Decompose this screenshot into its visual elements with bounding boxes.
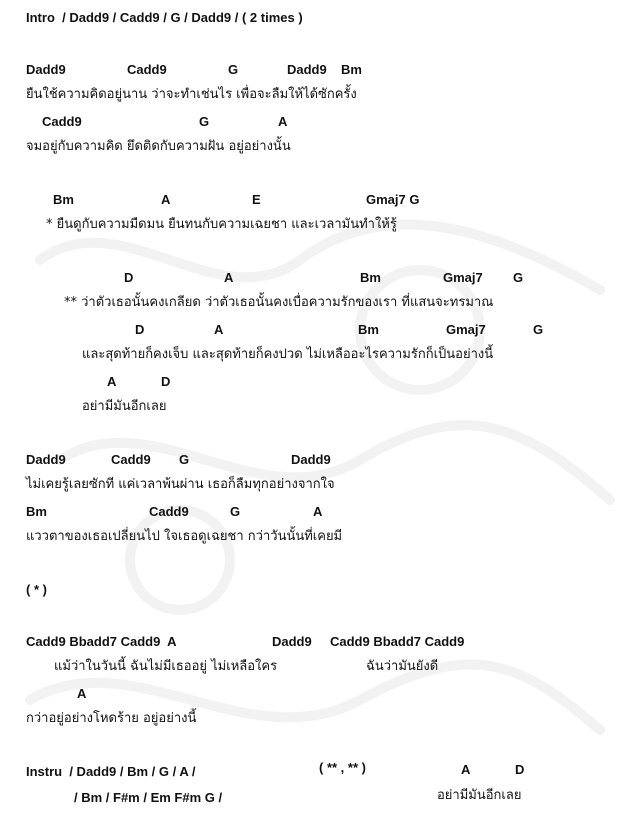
lyric-line: ไม่เคยรู้เลยซักที แค่เวลาพ้นผ่าน เธอก็ลืมทุกอย่างจากใจ: [26, 477, 335, 492]
repeat-marker: ( ** , ** ): [319, 760, 366, 775]
lyric-line: แววตาของเธอเปลี่ยนไป ใจเธอดูเฉยชา กว่าวันนั้นที่เคยมี: [26, 529, 343, 544]
chord: D: [515, 762, 525, 777]
chord: Cadd9 Bbadd7 Cadd9 A: [26, 634, 177, 649]
chord: Bm: [358, 322, 379, 337]
chord: Cadd9: [111, 452, 151, 467]
chord: A: [278, 114, 288, 129]
chord: G: [513, 270, 524, 285]
lyric-line: ยืนใช้ความคิดอยู่นาน ว่าจะทำเช่นไร เพื่อจะลืมให้ได้ซักครั้ง: [26, 87, 357, 102]
chord: A: [77, 686, 87, 701]
chord: Cadd9 Bbadd7 Cadd9: [330, 634, 465, 649]
chord: G: [199, 114, 210, 129]
chord: D: [161, 374, 171, 389]
chord: A: [214, 322, 224, 337]
chord: Gmaj7: [446, 322, 486, 337]
chord: Gmaj7: [443, 270, 483, 285]
lyric-line: ฉันว่ามันยังดี: [366, 659, 439, 674]
lyric-line: อย่ามีมันอีกเลย: [82, 399, 167, 414]
chord: Cadd9: [149, 504, 189, 519]
chord: Gmaj7 G: [366, 192, 420, 207]
chord: Dadd9: [291, 452, 331, 467]
lyric-line: อย่ามีมันอีกเลย: [437, 788, 522, 803]
chord: Dadd9: [287, 62, 327, 77]
lyric-line: ** ว่าตัวเธอนั้นคงเกลียด ว่าตัวเธอนั้นคงเบื่อความรักของเรา ที่แสนจะทรมาณ: [64, 295, 494, 310]
repeat-marker: ( * ): [26, 582, 47, 597]
chord: Dadd9: [272, 634, 312, 649]
chord: A: [107, 374, 117, 389]
chord: D: [124, 270, 134, 285]
chord: Bm: [53, 192, 74, 207]
chord: A: [224, 270, 234, 285]
lyric-line: และสุดท้ายก็คงเจ็บ และสุดท้ายก็คงปวด ไม่เหลืออะไรความรักก็เป็นอย่างนี้: [82, 347, 494, 362]
chord: A: [161, 192, 171, 207]
chord: G: [533, 322, 544, 337]
intro-line: Intro / Dadd9 / Cadd9 / G / Dadd9 / ( 2 times ): [26, 10, 303, 25]
chord: Bm: [360, 270, 381, 285]
instru-line-2: / Bm / F#m / Em F#m G /: [74, 790, 223, 805]
lyric-line: จมอยู่กับความคิด ยึดติดกับความฝัน อยู่อย่างนั้น: [26, 139, 291, 154]
chord: Bm: [26, 504, 47, 519]
chord: E: [252, 192, 261, 207]
chord: G: [179, 452, 190, 467]
lyric-line: * ยืนดูกับความมืดมน ยืนทนกับความเฉยชา และเวลามันทำให้รู้: [46, 217, 397, 232]
chord: Dadd9: [26, 452, 66, 467]
lyric-line: แม้ว่าในวันนี้ ฉันไม่มีเธออยู่ ไม่เหลือใคร: [54, 659, 278, 674]
chord: A: [313, 504, 323, 519]
chord: A: [461, 762, 471, 777]
chord: Bm: [341, 62, 362, 77]
chord: G: [228, 62, 239, 77]
chord: D: [135, 322, 145, 337]
chord: Dadd9: [26, 62, 66, 77]
lyric-line: กว่าอยู่อย่างโหดร้าย อยู่อย่างนี้: [26, 711, 197, 726]
instru-line-1: Instru / Dadd9 / Bm / G / A /: [26, 764, 196, 779]
chord: Cadd9: [42, 114, 82, 129]
chord: Cadd9: [127, 62, 167, 77]
chord: G: [230, 504, 241, 519]
